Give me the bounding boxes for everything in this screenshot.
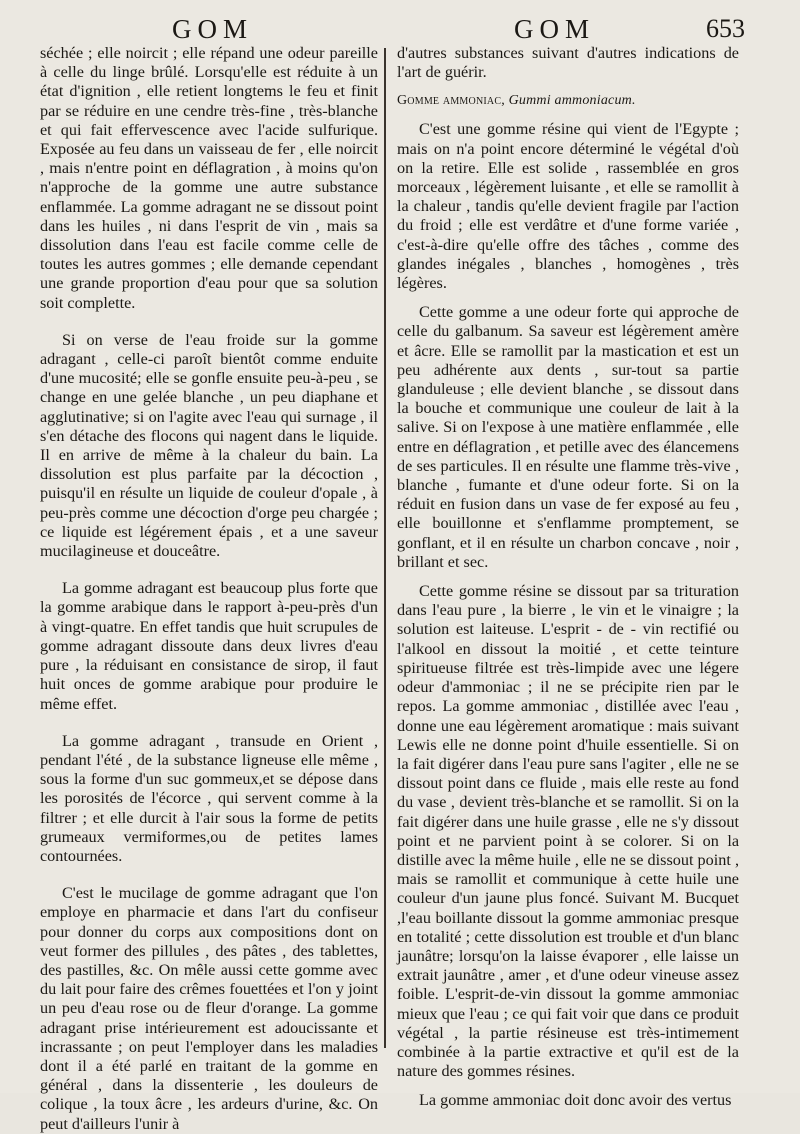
paragraph-description: C'est une gomme résine qui vient de l'Egypte ; mais on n'a point encore déterminé le végétal d'où on la retire. Elle est solide , rassemblée en gros morceaux , légèrement luisante , et elle se ramollit à la chaleur , tandis qu'elle devient fragile par l'action du froid ; elle est verdâtre et d'une forme variée , c'est-à-dire qu'elle offre des tâches , comme des glandes inégales , blanches , homogènes , très légères. — [397, 120, 739, 293]
paragraph-virtues: La gomme ammoniac doit donc avoir des vertus — [419, 1091, 732, 1110]
paragraph-lead-in: d'autres substances suivant d'autres indications de l'art de guérir. — [397, 44, 739, 82]
paragraph-origin: La gomme adragant , transude en Orient , pendant l'été , de la substance ligneuse elle même , sous la forme d'un suc gommeux,et se dépose dans les porosités de l'écorce , qui servent comme à la filtrer ; et elle durcit à l'air sous la forme de petits grumeaux vermiformes,ou de petites lames contournées. — [40, 731, 378, 865]
running-header — [0, 14, 800, 46]
section-heading: Gomme ammoniac, Gummi ammoniacum. — [397, 93, 636, 109]
paragraph-dissolution: Cette gomme résine se dissout par sa trituration dans l'eau pure , la bierre , le vin et le vinaigre ; la solution est laiteuse. L'esprit - de - vin rectifié ou l'alkool en dissout la moitié , et cette teinture spiritueuse filtrée est très-limpide avec une légere odeur d'ammoniac ; il ne se précipite rien par le repos. La gomme ammoniac , distillée avec l'eau , donne une eau légèrement aromatique : mais suivant Lewis elle ne donne point d'huile essentielle. Si on la fait digérer dans l'eau pure sans l'agiter , elle ne se dissout point dans ce fluide , mais elle reste au fond du vase , devient très-blanche et se ramollit. Si on la fait digérer dans une huile grasse , elle ne s'y dissout point et ne parvient point à se colorer. Si on la distille avec la même huile , elle ne se dissout point , mais se ramollit et communique à cette huile une couleur d'un jaune plus foncé. Suivant M. Bucquet ,l'eau boillante dissout la gomme ammoniac presque en totalité ; cette dissolution est trouble et d'un blanc jaunâtre; lorsqu'on la laisse évaporer , elle laisse un extrait jaunâtre , amer , et d'une odeur vineuse assez foible. L'esprit-de-vin dissout la gomme ammoniac mieux que l'eau ; ce qui fait voir que dans ce produit végétal , la partie résineuse est très-intimement combinée à la partie extractive et qu'il est de la nature des gommes résines. — [397, 582, 739, 1081]
right-column — [397, 44, 739, 1111]
paragraph-continuation: séchée ; elle noircit ; elle répand une odeur pareille à celle du linge brûlé. Lorsqu'elle est réduite à un état d'ignition , elle retient longtems le feu et finit par se réduire en une cendre très-fine , très-blanche et qui fait effervescence avec l'acide sulfurique. Exposée au feu dans un vaisseau de fer , elle noircit , mais n'entre point en déflagration , à moins qu'on n'approche de la gomme une autre substance enflammée. La gomme adragant ne se dissout point dans les huiles , ni dans l'esprit de vin , mais sa dissolution dans l'eau est facile comme celle de toutes les autres gommes ; elle demande cependant une grande proportion d'eau pour que sa solution soit complette. — [40, 44, 378, 312]
header-left-word: GOM — [172, 14, 254, 44]
left-column — [40, 44, 378, 1134]
paragraph-cold-water: Si on verse de l'eau froide sur la gomme adragant , celle-ci paroît bientôt comme enduite d'une mucosité; elle se gonfle ensuite peu-à-peu , se change en une gelée blanche , un peu diaphane et agglutinative; si on l'agite avec l'eau qui surnage , il s'en détache des flocons qui nagent dans le liquide. Il en arrive de même à la chaleur du bain. La dissolution est plus parfaite par la décoction , puisqu'il en résulte un liquide de couleur d'opale , à peu-près comme une décoction d'orge peu chargée ; ce liquide est légérement épais , et a une saveur mucilagineuse et douceâtre. — [40, 330, 378, 561]
paragraph-odour: Cette gomme a une odeur forte qui approche de celle du galbanum. Sa saveur est légèrement amère et âcre. Elle se ramollit par la mastication et est un peu adhérente aux dents , sur-tout sa partie glanduleuse ; elle devient blanche , se dissout dans la bouche et communique une couleur de lait à la salive. Si on l'expose à une matière enflammée , elle entre en déflagration , et petille avec des élancemens de ses particules. Il en résulte une flamme très-vive , blanche , fumante et d'une odeur forte. Si on la réduit en fusion dans un vase de fer exposé au feu , elle bouillonne et s'enflamme promptement, se gonflant, et il en résulte un charbon concave , noir , brillant et sec. — [397, 303, 739, 571]
header-right-word: GOM — [514, 14, 596, 44]
paragraph-uses: C'est le mucilage de gomme adragant que l'on employe en pharmacie et dans l'art du confiseur pour donner du corps aux compositions dont on veut former des pillules , des pâtes , des tablettes, des pastilles, &c. On mêle aussi cette gomme avec du lait pour faire des crêmes fouettées et l'on y joint un peu d'eau rose ou de fleur d'orange. La gomme adragant prise intérieurement est adoucissante et incrassante ; on peut l'employer dans les maladies dont il a été parlé en traitant de la gomme en général , dans la dissenterie , les douleurs de colique , la toux âcre , les ardeurs d'urine, &c. On peut d'ailleurs l'unir à — [40, 884, 378, 1133]
column-divider — [384, 48, 386, 1048]
paragraph-strength: La gomme adragant est beaucoup plus forte que la gomme arabique dans le rapport à-peu-près d'un à vingt-quatre. En effet tandis que huit scrupules de gomme adragant dissoute dans deux livres d'eau pure , la réduisant en consistance de sirop, il faut huit onces de gomme arabique pour produire le même effet. — [40, 579, 378, 713]
section-heading-latin: Gummi ammoniacum. — [508, 93, 636, 109]
section-heading-title: Gomme ammoniac — [397, 93, 502, 109]
page-number: 653 — [706, 14, 745, 43]
